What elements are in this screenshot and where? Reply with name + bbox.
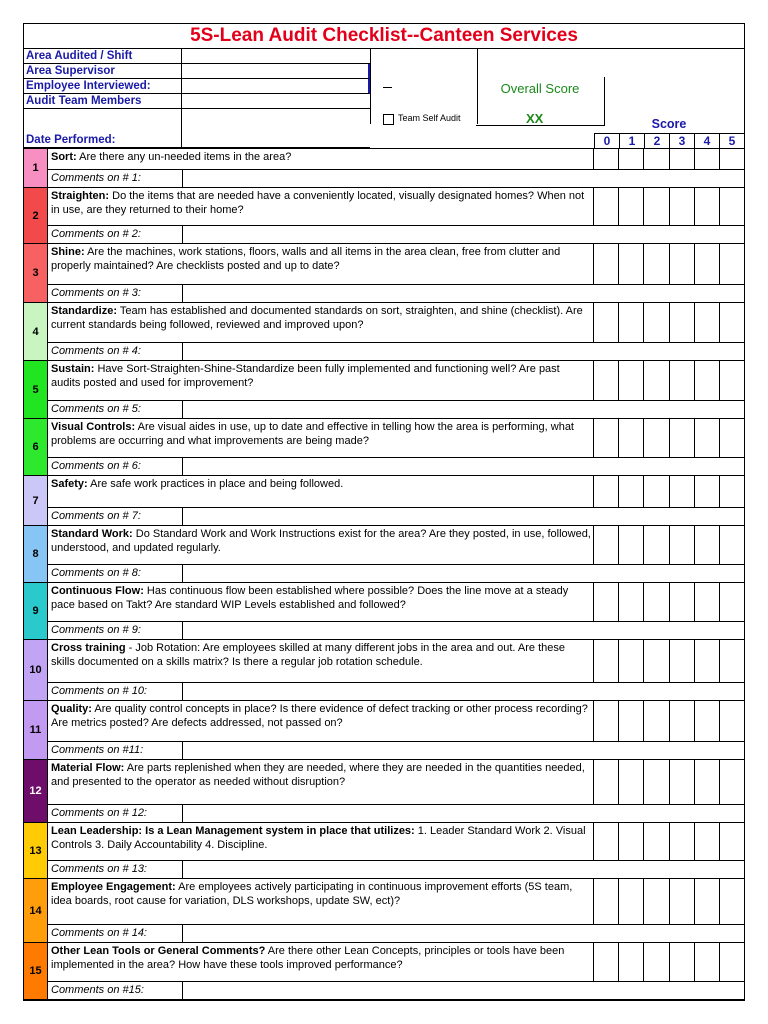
- score-cell-1[interactable]: [619, 476, 644, 507]
- score-4: 4: [694, 133, 719, 148]
- comment-label: Comments on # 1:: [48, 170, 183, 187]
- question-title: Visual Controls:: [51, 421, 136, 433]
- question-text: [48, 149, 594, 169]
- comment-label: Comments on # 3:: [48, 285, 183, 302]
- score-cells: [594, 943, 744, 981]
- question-title: Sustain:: [51, 363, 95, 375]
- score-cells: [594, 701, 744, 741]
- item-number: 5: [24, 361, 48, 418]
- item-body: [48, 244, 744, 302]
- question-row: [48, 244, 744, 285]
- score-cell-0[interactable]: [594, 583, 619, 621]
- question-text: [48, 188, 594, 225]
- question-text: [48, 823, 594, 860]
- question-title: Safety:: [51, 478, 88, 490]
- item-body: [48, 476, 744, 525]
- item-number: 15: [24, 943, 48, 999]
- score-cells: [594, 823, 744, 860]
- question-title: Employee Engagement:: [51, 881, 176, 893]
- score-cell-0[interactable]: [594, 476, 619, 507]
- score-cell-5[interactable]: [720, 640, 744, 682]
- comment-label: Comments on #11:: [48, 742, 183, 759]
- employee-interviewed-input[interactable]: [182, 79, 370, 94]
- question-title: Standard Work:: [51, 528, 133, 540]
- score-cell-4[interactable]: [695, 526, 720, 564]
- comment-row: [48, 458, 744, 475]
- comment-row: [48, 565, 744, 582]
- question-text: [48, 244, 594, 284]
- score-cell-0[interactable]: [594, 419, 619, 457]
- score-cell-4[interactable]: [695, 361, 720, 400]
- score-cell-2[interactable]: [644, 303, 669, 342]
- score-cell-1[interactable]: [619, 943, 644, 981]
- question-title: Standardize:: [51, 305, 118, 317]
- audit-type-panel: [370, 49, 478, 124]
- score-cell-0[interactable]: [594, 188, 619, 225]
- score-cells: [594, 149, 744, 169]
- question-body: Are there other Lean Concepts, principles or tools have been implemented in the area? How have these tools improved performance?: [51, 945, 565, 971]
- field-label: Audit Team Members: [24, 94, 182, 109]
- score-cell-0[interactable]: [594, 879, 619, 924]
- checklist-item-14: [24, 879, 744, 943]
- score-cell-5[interactable]: [720, 149, 744, 169]
- score-cells: [594, 419, 744, 457]
- question-row: [48, 879, 744, 925]
- comment-label: Comments on # 8:: [48, 565, 183, 582]
- score-cell-5[interactable]: [720, 361, 744, 400]
- question-text: [48, 303, 594, 342]
- score-cell-3[interactable]: [670, 419, 695, 457]
- item-body: [48, 303, 744, 360]
- item-body: [48, 419, 744, 475]
- question-body: Have Sort-Straighten-Shine-Standardize been fully implemented and functioning well? Are past audits posted and used for improvement?: [51, 363, 560, 389]
- question-body: Do Standard Work and Work Instructions exist for the area? Are they posted, in use, followed, understood, and updated regularly.: [51, 528, 591, 554]
- score-cell-1[interactable]: [619, 149, 644, 169]
- comment-row: [48, 742, 744, 759]
- question-body: Are there any un-needed items in the area?: [76, 151, 292, 163]
- question-text: [48, 760, 594, 804]
- question-row: [48, 760, 744, 805]
- comment-input[interactable]: [183, 508, 744, 525]
- score-cell-2[interactable]: [644, 583, 669, 621]
- score-cell-4[interactable]: [695, 823, 720, 860]
- score-cell-4[interactable]: [695, 583, 720, 621]
- score-cells: [594, 303, 744, 342]
- score-cell-5[interactable]: [720, 943, 744, 981]
- score-cell-1[interactable]: [619, 419, 644, 457]
- item-number: 2: [24, 188, 48, 243]
- score-cell-3[interactable]: [670, 188, 695, 225]
- checklist-item-4: [24, 303, 744, 361]
- comment-input[interactable]: [183, 226, 744, 243]
- score-cell-2[interactable]: [644, 188, 669, 225]
- comment-row: [48, 925, 744, 942]
- score-cell-4[interactable]: [695, 640, 720, 682]
- score-cell-1[interactable]: [619, 303, 644, 342]
- item-body: [48, 188, 744, 243]
- checklist-items: [24, 149, 744, 1000]
- score-cells: [594, 879, 744, 924]
- checklist-item-6: [24, 419, 744, 476]
- checklist-item-10: [24, 640, 744, 701]
- score-cell-3[interactable]: [670, 640, 695, 682]
- question-row: [48, 701, 744, 742]
- score-cell-1[interactable]: [619, 701, 644, 741]
- comment-row: [48, 683, 744, 700]
- item-number: 12: [24, 760, 48, 822]
- score-3: 3: [669, 133, 694, 148]
- score-cell-4[interactable]: [695, 419, 720, 457]
- comment-label: Comments on # 10:: [48, 683, 183, 700]
- question-text: [48, 701, 594, 741]
- checklist-item-9: [24, 583, 744, 640]
- item-number: 4: [24, 303, 48, 360]
- question-text: [48, 879, 594, 924]
- score-cell-1[interactable]: [619, 361, 644, 400]
- comment-label: Comments on # 9:: [48, 622, 183, 639]
- comment-input[interactable]: [183, 982, 744, 999]
- dash-line: [383, 87, 392, 88]
- field-audit-team: [24, 94, 370, 109]
- comment-label: Comments on # 13:: [48, 861, 183, 878]
- question-title: Lean Leadership: Is a Lean Management system in place that utilizes:: [51, 825, 415, 837]
- comment-input[interactable]: [183, 742, 744, 759]
- question-row: [48, 943, 744, 982]
- score-cell-5[interactable]: [720, 823, 744, 860]
- item-number: 10: [24, 640, 48, 700]
- field-label: Area Audited / Shift: [24, 49, 182, 64]
- score-cell-2[interactable]: [644, 526, 669, 564]
- score-cell-5[interactable]: [720, 526, 744, 564]
- comment-row: [48, 401, 744, 418]
- score-cell-0[interactable]: [594, 823, 619, 860]
- score-cell-5[interactable]: [720, 760, 744, 804]
- question-row: [48, 640, 744, 683]
- question-row: [48, 823, 744, 861]
- question-row: [48, 361, 744, 401]
- score-cell-3[interactable]: [670, 361, 695, 400]
- score-5: 5: [719, 133, 744, 148]
- comment-row: [48, 861, 744, 878]
- comment-input[interactable]: [183, 805, 744, 822]
- score-cell-5[interactable]: [720, 244, 744, 284]
- field-date-performed: [24, 109, 370, 148]
- checklist-item-3: [24, 244, 744, 303]
- question-row: [48, 303, 744, 343]
- score-cell-1[interactable]: [619, 640, 644, 682]
- item-body: [48, 640, 744, 700]
- field-label: Date Performed:: [24, 109, 182, 148]
- score-cell-3[interactable]: [670, 476, 695, 507]
- question-text: [48, 476, 594, 507]
- item-number: 8: [24, 526, 48, 582]
- score-cell-5[interactable]: [720, 476, 744, 507]
- checklist-item-1: [24, 149, 744, 188]
- score-cell-2[interactable]: [644, 760, 669, 804]
- score-cell-4[interactable]: [695, 244, 720, 284]
- item-number: 3: [24, 244, 48, 302]
- score-cell-5[interactable]: [720, 583, 744, 621]
- question-body: Are safe work practices in place and being followed.: [87, 478, 344, 490]
- question-title: Cross training: [51, 642, 126, 654]
- field-label: Area Supervisor: [24, 64, 182, 79]
- question-row: [48, 476, 744, 508]
- field-label: Employee Interviewed:: [24, 79, 182, 94]
- score-cells: [594, 476, 744, 507]
- score-cell-5[interactable]: [720, 701, 744, 741]
- score-cell-3[interactable]: [670, 583, 695, 621]
- score-cell-4[interactable]: [695, 879, 720, 924]
- question-body: Are the machines, work stations, floors, walls and all items in the area clean, free from clutter and properly maintained? Are checklists posted and up to date?: [51, 246, 561, 272]
- comment-row: [48, 982, 744, 999]
- score-cell-3[interactable]: [670, 244, 695, 284]
- item-body: [48, 879, 744, 942]
- score-cells: [594, 188, 744, 225]
- comment-label: Comments on # 7:: [48, 508, 183, 525]
- score-cell-0[interactable]: [594, 526, 619, 564]
- comment-input[interactable]: [183, 170, 744, 187]
- item-body: [48, 583, 744, 639]
- question-title: Sort:: [51, 151, 77, 163]
- question-body: Are visual aides in use, up to date and effective in telling how the area is performing, what problems are occurring and what improvements are being made?: [51, 421, 574, 447]
- question-title: Quality:: [51, 703, 92, 715]
- checklist-item-11: [24, 701, 744, 760]
- question-text: [48, 419, 594, 457]
- score-cell-0[interactable]: [594, 361, 619, 400]
- date-performed-input[interactable]: [182, 109, 370, 148]
- item-number: 14: [24, 879, 48, 942]
- team-self-audit-checkbox[interactable]: [383, 114, 394, 125]
- score-cell-5[interactable]: [720, 419, 744, 457]
- checklist-item-13: [24, 823, 744, 879]
- score-cell-2[interactable]: [644, 244, 669, 284]
- question-body: Do the items that are needed have a conveniently located, visually designated homes? When not in use, are they returned to their home?: [51, 190, 585, 216]
- score-cells: [594, 244, 744, 284]
- comment-row: [48, 285, 744, 302]
- overall-score-value: XX: [526, 111, 544, 126]
- question-text: [48, 640, 594, 682]
- question-text: [48, 943, 594, 981]
- score-cells: [594, 640, 744, 682]
- question-title: Material Flow:: [51, 762, 125, 774]
- score-cell-3[interactable]: [670, 879, 695, 924]
- item-body: [48, 149, 744, 187]
- comment-row: [48, 226, 744, 243]
- question-body: Has continuous flow been established where possible? Does the line move at a steady pace based on Takt? Are standard WIP Levels established and followed?: [51, 585, 569, 611]
- score-cell-2[interactable]: [644, 823, 669, 860]
- item-body: [48, 943, 744, 999]
- question-body: - Job Rotation: Are employees skilled at many different jobs in the area and out. Are these skills documented on a skills matrix? Is there a regular job rotation schedule.: [51, 642, 566, 668]
- score-cells: [594, 583, 744, 621]
- item-body: [48, 701, 744, 759]
- score-cell-2[interactable]: [644, 879, 669, 924]
- comment-row: [48, 508, 744, 525]
- score-cell-3[interactable]: [670, 943, 695, 981]
- question-body: 1. Leader Standard Work 2. Visual Controls 3. Daily Accountability 4. Discipline.: [51, 825, 586, 851]
- field-employee-interviewed: [24, 79, 370, 94]
- question-text: [48, 583, 594, 621]
- score-cell-2[interactable]: [644, 149, 669, 169]
- audit-team-input[interactable]: [182, 94, 370, 109]
- comment-label: Comments on # 14:: [48, 925, 183, 942]
- comment-row: [48, 343, 744, 360]
- score-cell-0[interactable]: [594, 943, 619, 981]
- comment-row: [48, 622, 744, 639]
- score-cell-1[interactable]: [619, 760, 644, 804]
- score-cell-2[interactable]: [644, 943, 669, 981]
- score-cells: [594, 760, 744, 804]
- question-row: [48, 419, 744, 458]
- question-body: Are quality control concepts in place? Is there evidence of defect tracking or other process recording? Are metrics posted? Are defects addressed, not passed on?: [51, 703, 588, 729]
- comment-input[interactable]: [183, 861, 744, 878]
- score-cell-4[interactable]: [695, 760, 720, 804]
- question-title: Other Lean Tools or General Comments?: [51, 945, 266, 957]
- score-cell-2[interactable]: [644, 640, 669, 682]
- score-cell-3[interactable]: [670, 526, 695, 564]
- score-cell-4[interactable]: [695, 188, 720, 225]
- audit-sheet: [23, 23, 745, 1001]
- score-cell-2[interactable]: [644, 361, 669, 400]
- score-2: 2: [644, 133, 669, 148]
- score-cell-1[interactable]: [619, 583, 644, 621]
- score-1: 1: [619, 133, 644, 148]
- comment-input[interactable]: [183, 401, 744, 418]
- question-title: Continuous Flow:: [51, 585, 144, 597]
- score-cell-3[interactable]: [670, 760, 695, 804]
- score-cell-3[interactable]: [670, 149, 695, 169]
- score-cell-2[interactable]: [644, 701, 669, 741]
- score-0: 0: [594, 133, 619, 148]
- score-cell-0[interactable]: [594, 760, 619, 804]
- score-cell-0[interactable]: [594, 149, 619, 169]
- header-fields: [24, 49, 370, 148]
- score-cell-1[interactable]: [619, 244, 644, 284]
- page-title: 5S-Lean Audit Checklist--Canteen Services: [24, 24, 744, 49]
- score-cell-0[interactable]: [594, 244, 619, 284]
- comment-input[interactable]: [183, 565, 744, 582]
- item-number: 6: [24, 419, 48, 475]
- score-cell-4[interactable]: [695, 943, 720, 981]
- item-number: 1: [24, 149, 48, 187]
- checklist-item-15: [24, 943, 744, 1000]
- score-cell-5[interactable]: [720, 879, 744, 924]
- score-cell-2[interactable]: [644, 476, 669, 507]
- score-cell-4[interactable]: [695, 149, 720, 169]
- comment-input[interactable]: [183, 622, 744, 639]
- checklist-item-8: [24, 526, 744, 583]
- score-cell-0[interactable]: [594, 640, 619, 682]
- score-cell-4[interactable]: [695, 476, 720, 507]
- comment-label: Comments on # 4:: [48, 343, 183, 360]
- score-cell-4[interactable]: [695, 701, 720, 741]
- score-cell-5[interactable]: [720, 188, 744, 225]
- comment-label: Comments on # 2:: [48, 226, 183, 243]
- question-title: Straighten:: [51, 190, 110, 202]
- item-number: 11: [24, 701, 48, 759]
- item-body: [48, 526, 744, 582]
- score-cell-3[interactable]: [670, 701, 695, 741]
- checklist-item-12: [24, 760, 744, 823]
- score-cell-0[interactable]: [594, 303, 619, 342]
- item-number: 13: [24, 823, 48, 878]
- score-cell-0[interactable]: [594, 701, 619, 741]
- question-body: Are parts replenished when they are needed, where they are needed in the quantities needed, and presented to the operator as needed without disruption?: [51, 762, 585, 788]
- checklist-item-2: [24, 188, 744, 244]
- comment-input[interactable]: [183, 458, 744, 475]
- comment-row: [48, 805, 744, 822]
- question-title: Shine:: [51, 246, 85, 258]
- question-row: [48, 583, 744, 622]
- question-row: [48, 188, 744, 226]
- comment-label: Comments on # 12:: [48, 805, 183, 822]
- score-cell-1[interactable]: [619, 823, 644, 860]
- comment-label: Comments on # 5:: [48, 401, 183, 418]
- score-scale: [594, 133, 744, 148]
- score-cells: [594, 361, 744, 400]
- checklist-item-7: [24, 476, 744, 526]
- item-body: [48, 361, 744, 418]
- team-self-audit-label: Team Self Audit: [398, 113, 461, 123]
- question-body: Are employees actively participating in continuous improvement efforts (5S team, idea boards, root cause for variation, DLS workshops, update SW, ect)?: [51, 881, 573, 907]
- score-cell-2[interactable]: [644, 419, 669, 457]
- comment-label: Comments on #15:: [48, 982, 183, 999]
- comment-input[interactable]: [183, 285, 744, 302]
- comment-input[interactable]: [183, 925, 744, 942]
- score-cells: [594, 526, 744, 564]
- item-body: [48, 760, 744, 822]
- comment-label: Comments on # 6:: [48, 458, 183, 475]
- item-number: 7: [24, 476, 48, 525]
- score-cell-3[interactable]: [670, 303, 695, 342]
- score-cell-1[interactable]: [619, 526, 644, 564]
- score-cell-5[interactable]: [720, 303, 744, 342]
- comment-row: [48, 170, 744, 187]
- question-row: [48, 149, 744, 170]
- field-area-supervisor: [24, 64, 370, 79]
- question-row: [48, 526, 744, 565]
- question-text: [48, 526, 594, 564]
- comment-input[interactable]: [183, 343, 744, 360]
- checklist-item-5: [24, 361, 744, 419]
- item-number: 9: [24, 583, 48, 639]
- question-body: Team has established and documented standards on sort, straighten, and shine (checklist). Are current standards being followed, reviewed and improved upon?: [51, 305, 583, 331]
- field-area-audited: [24, 49, 370, 64]
- score-cell-4[interactable]: [695, 303, 720, 342]
- score-header: Score: [651, 117, 687, 131]
- overall-score-box: [476, 77, 605, 126]
- header-block: [24, 49, 744, 149]
- comment-input[interactable]: [183, 683, 744, 700]
- area-supervisor-input[interactable]: [182, 64, 370, 79]
- item-body: [48, 823, 744, 878]
- overall-score-label: Overall Score: [500, 81, 580, 96]
- area-audited-input[interactable]: [182, 49, 370, 64]
- question-text: [48, 361, 594, 400]
- score-cell-1[interactable]: [619, 188, 644, 225]
- score-cell-1[interactable]: [619, 879, 644, 924]
- score-cell-3[interactable]: [670, 823, 695, 860]
